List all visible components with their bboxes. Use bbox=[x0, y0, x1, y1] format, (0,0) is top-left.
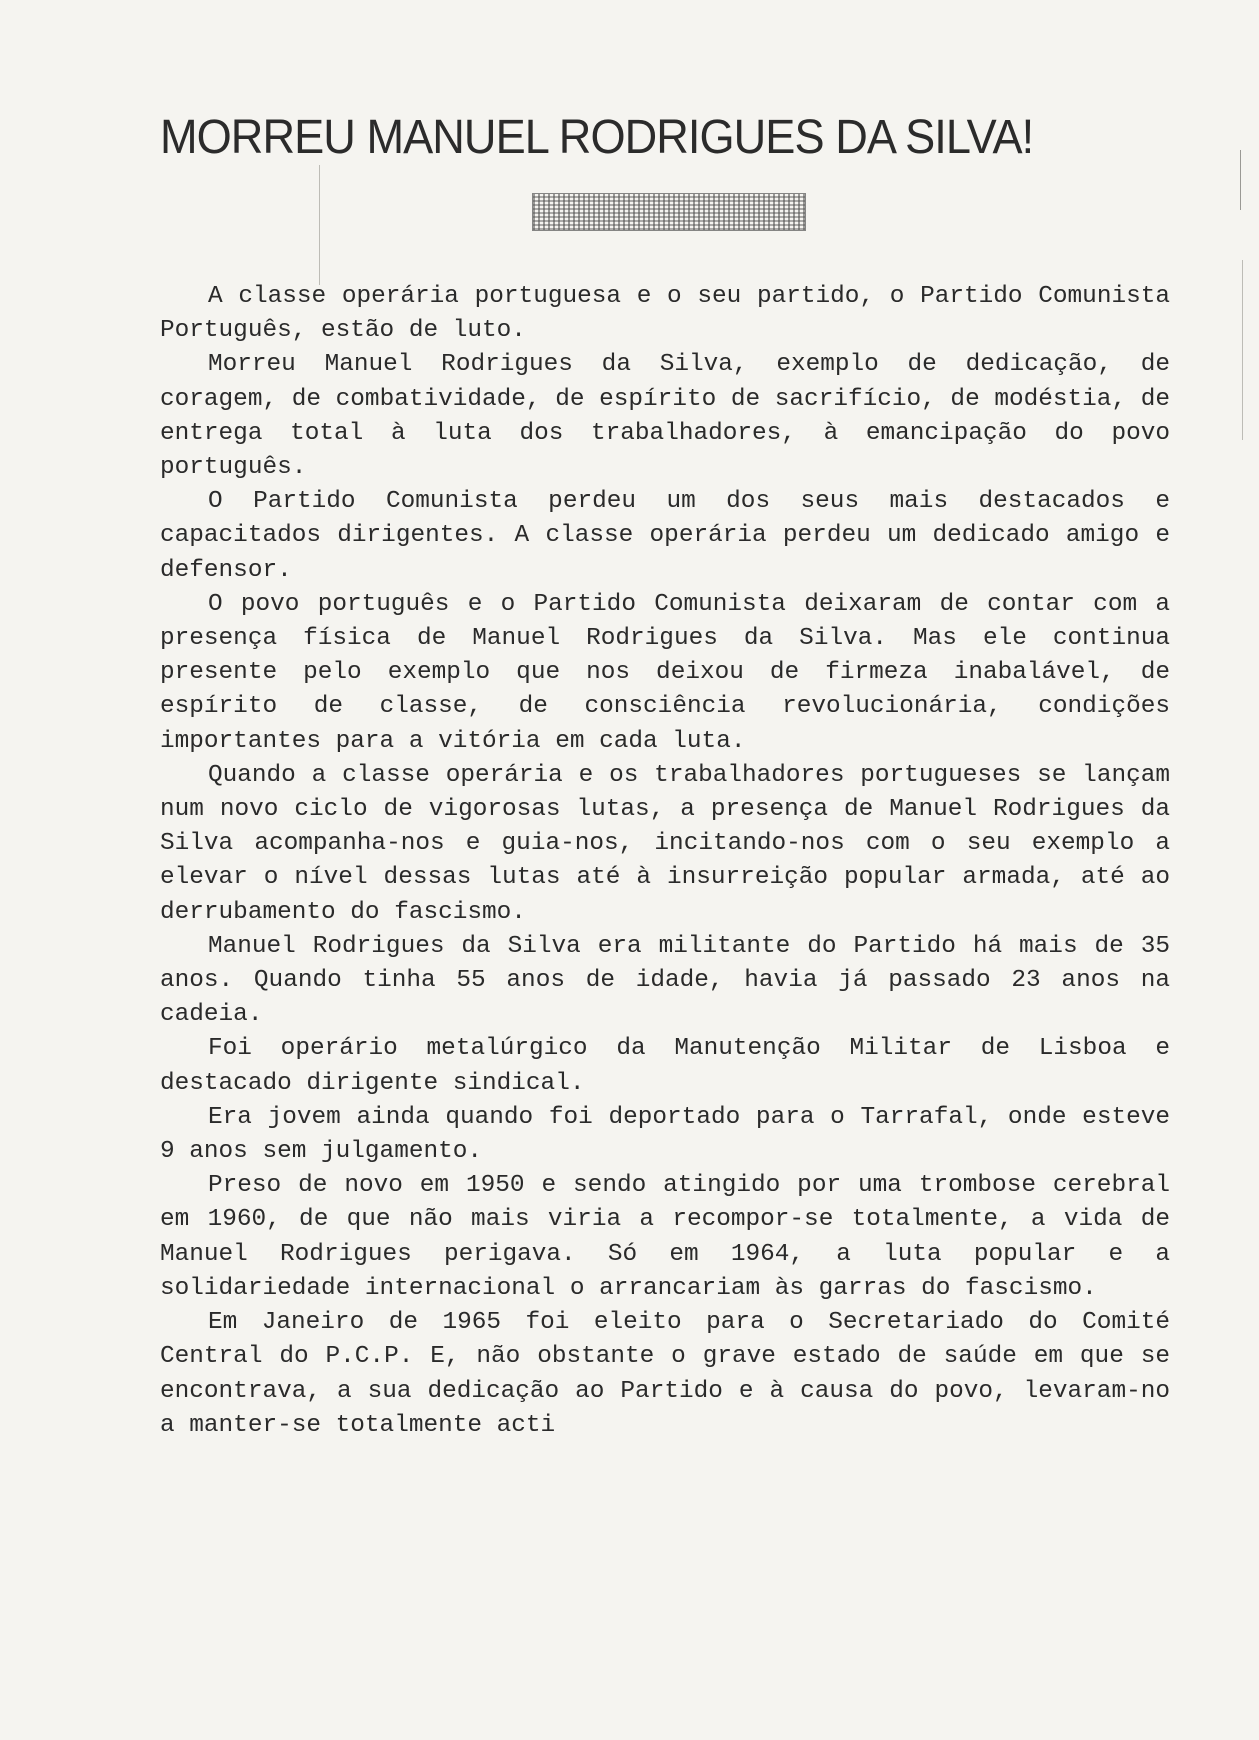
title-underline-stamp bbox=[532, 193, 806, 231]
paragraph: Quando a classe operária e os trabalhadores portugueses se lançam num novo ciclo de vigorosas lutas, a presença de Manuel Rodrigues da Silva acompanha-nos e guia-nos, incitando-nos com o seu exemplo a elevar o nível dessas lutas até à insurreição popular armada, até ao derrubamento do fascismo. bbox=[160, 761, 1170, 926]
paragraph: O povo português e o Partido Comunista deixaram de contar com a presença física de Manuel Rodrigues da Silva. Mas ele continua presente pelo exemplo que nos deixou de firmeza inabalável, de espírito de classe, de consciência revolucionária, condições importantes para a vitória em cada luta. bbox=[160, 590, 1170, 755]
margin-line-left bbox=[319, 165, 320, 285]
paragraph: Preso de novo em 1950 e sendo atingido por uma trombose cerebral em 1960, de que não mais viria a recompor-se totalmente, a vida de Manuel Rodrigues perigava. Só em 1964, a luta popular e a solidariedade internacional o arrancariam às garras do fascismo. bbox=[160, 1172, 1170, 1302]
page-title: MORREU MANUEL RODRIGUES DA SILVA! bbox=[160, 111, 1034, 164]
paragraph: Manuel Rodrigues da Silva era militante do Partido há mais de 35 anos. Quando tinha 55 anos de idade, havia já passado 23 anos na cadeia. bbox=[160, 932, 1170, 1029]
paragraph: Era jovem ainda quando foi deportado para o Tarrafal, onde esteve 9 anos sem julgamento. bbox=[160, 1103, 1170, 1166]
paragraph: Morreu Manuel Rodrigues da Silva, exemplo de dedicação, de coragem, de combatividade, de espírito de sacrifício, de modéstia, de entrega total à luta dos trabalhadores, à emancipação do povo português. bbox=[160, 351, 1170, 482]
paragraph: Foi operário metalúrgico da Manutenção Militar de Lisboa e destacado dirigente sindical. bbox=[160, 1035, 1170, 1097]
article-body bbox=[160, 280, 1170, 1443]
margin-line-right-mid bbox=[1242, 260, 1243, 440]
margin-line-right-top bbox=[1240, 150, 1241, 210]
paragraph: Em Janeiro de 1965 foi eleito para o Secretariado do Comité Central do P.C.P. E, não obstante o grave estado de saúde em que se encontrava, a sua dedicação ao Partido e à causa do povo, levaram-no a manter-se totalmente acti bbox=[160, 1309, 1170, 1439]
paragraph: A classe operária portuguesa e o seu partido, o Partido Comunista Português, estão de luto. bbox=[160, 283, 1170, 345]
paragraph: O Partido Comunista perdeu um dos seus mais destacados e capacitados dirigentes. A classe operária perdeu um dedicado amigo e defensor. bbox=[160, 488, 1170, 584]
